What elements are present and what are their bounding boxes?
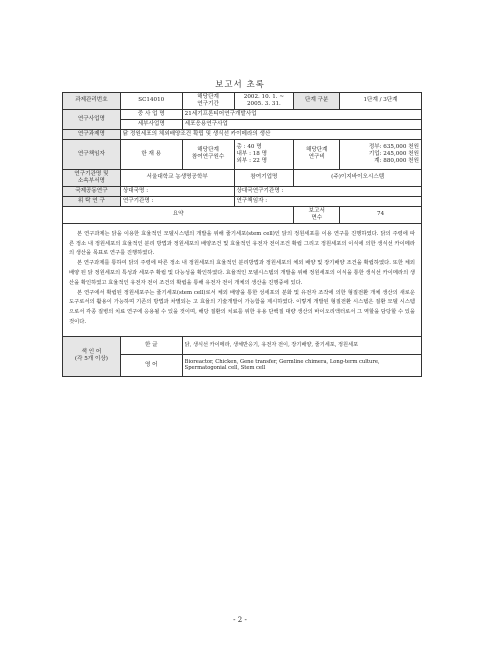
stage-division-label: 단계 구분 [294, 93, 340, 110]
keywords-ko: 닭, 생식선 카이메라, 생체반응기, 유전자 전이, 장기배양, 줄기세포, 정원세포 [182, 336, 421, 354]
project-number: SC14010 [120, 93, 182, 110]
participant-company: (주)이지바이오시스템 [294, 169, 422, 186]
summary-label: 요약 [63, 206, 294, 223]
stage-period-label: 해당단계 연구기간 [182, 93, 234, 110]
international-label: 국제공동연구 [63, 186, 121, 196]
cost-label: 해당단계 연구비 [294, 139, 340, 169]
sub-program-label: 세부사업명 [120, 119, 182, 129]
page-number: - 2 - [233, 616, 247, 624]
keywords-en: Bioreactor, Chicken, Gene transfer, Germline chimera, Long-term culture, Spermatogonial cell, Stem cell [182, 354, 421, 376]
stage-division: 1단계 / 3단계 [340, 93, 422, 110]
summary-row [63, 223, 422, 336]
keywords-en-label: 영 어 [120, 354, 182, 376]
contract-label: 위 탁 연 구 [63, 196, 121, 206]
contract-leader: 연구책임자 : [234, 196, 422, 206]
cost-company: 기업: 245,000 천원 [368, 150, 419, 157]
counterpart-org: 상대국연구기관명 : [234, 186, 422, 196]
cost-values [340, 139, 422, 169]
project-title-label: 연구과제명 [63, 129, 121, 139]
cost-government: 정부: 635,000 천원 [368, 143, 419, 150]
institution: 서울대학교 농생명공학부 [120, 169, 234, 186]
contract-org: 연구기관명 : [120, 196, 234, 206]
keywords-ko-label: 한 글 [120, 336, 182, 354]
participant-label: 참여기업명 [234, 169, 294, 186]
summary-text [63, 223, 422, 336]
international-row [63, 186, 422, 196]
members-label: 해당단계 참여연구원수 [182, 139, 234, 169]
keywords-ko-row [63, 336, 422, 354]
members-external: 외부 : 22 명 [236, 157, 268, 164]
pages-label: 보고서 면수 [294, 206, 340, 223]
counterpart-country: 상대국명 : [120, 186, 234, 196]
members-total: 총 : 40 명 [236, 143, 262, 150]
members-count [234, 139, 294, 169]
keywords-label: 색 인 어 (각 5개 이상) [63, 336, 121, 376]
document-title: 보고서 초록 [215, 80, 265, 90]
report-abstract-table [62, 92, 422, 377]
sub-program: 세포응용연구사업 [182, 119, 421, 129]
summary-header-row [63, 206, 422, 223]
leader-row [63, 139, 422, 169]
cost-total: 계: 880,000 천원 [374, 157, 419, 164]
project-number-row [63, 93, 422, 110]
main-program-label: 중 사 업 명 [120, 109, 182, 119]
main-program: 21세기프론티어연구개발사업 [182, 109, 421, 119]
project-number-label: 과제관리번호 [63, 93, 121, 110]
summary-paragraph: 본 연구과제는 닭을 이용한 효율적인 모델시스템의 개발을 위해 줄기세포(stem cell)인 닭의 정원세포를 이용 연구를 진행하였다. 닭의 주령에 따른 정소 내 정원세포의 효율적인 분리 방법과 정원세포의 배양조건 및 효율적인 유전자 전이조건 확립 그리고 정원세포의 이식에 의한 생식선 카이메라의 생산을 목표로 연구를 진행하였다. [69, 230, 415, 257]
institution-row [63, 169, 422, 186]
institution-label: 연구기관명 및 소속부서명 [63, 169, 121, 186]
summary-paragraph: 본 연구에서 확립된 정원세포주는 줄기세포(stem cell)로서 체외 배양을 통한 성세포의 분화 및 유전자 조작에 의한 형질전환 개체 생산의 새로운 도구로서의 활용이 가능하며 기존의 방법과 차별되는 고 효율의 기술개발이 가능함을 제시하였다. 이렇게 개발된 형질전환 시스템은 질환 모델 시스템으로서 각종 질병의 치료 연구에 응용될 수 있을 것이며, 해당 질환의 치료를 위한 유용 단백질 대량 생산의 바이오리액터로서 그 역할을 담당할 수 있을 것이다. [69, 289, 415, 325]
contract-row [63, 196, 422, 206]
members-internal: 내부 : 18 명 [236, 150, 268, 157]
program-row [63, 109, 422, 119]
stage-period: 2002. 10. 1. ~ 2005. 3. 31. [234, 93, 294, 110]
program-label: 연구사업명 [63, 109, 121, 129]
project-title: 닭 정원세포의 체외배양조건 확립 및 생식선 카이메라의 생산 [120, 129, 421, 139]
summary-paragraph: 본 연구과제를 통하여 닭의 주령에 따른 정소 내 정원세포의 효율적인 분리방법과 정원세포의 체외 배양 및 장기배양 조건을 확립하였다. 또한 체외배양 된 닭 정원세포의 특성과 세포주 확립 및 다능성을 확인하였다. 효율적인 모델시스템의 개발을 위해 정원세포의 이식을 통한 생식선 카이메라의 생산을 확인하였고 효율적인 유전자 전이 조건의 확립을 통해 유전자 전이 개체의 생산을 진행중에 있다. [69, 260, 415, 286]
leader-name: 한 재 용 [120, 139, 182, 169]
leader-label: 연구책임자 [63, 139, 121, 169]
pages-count: 74 [340, 206, 422, 223]
project-title-row [63, 129, 422, 139]
